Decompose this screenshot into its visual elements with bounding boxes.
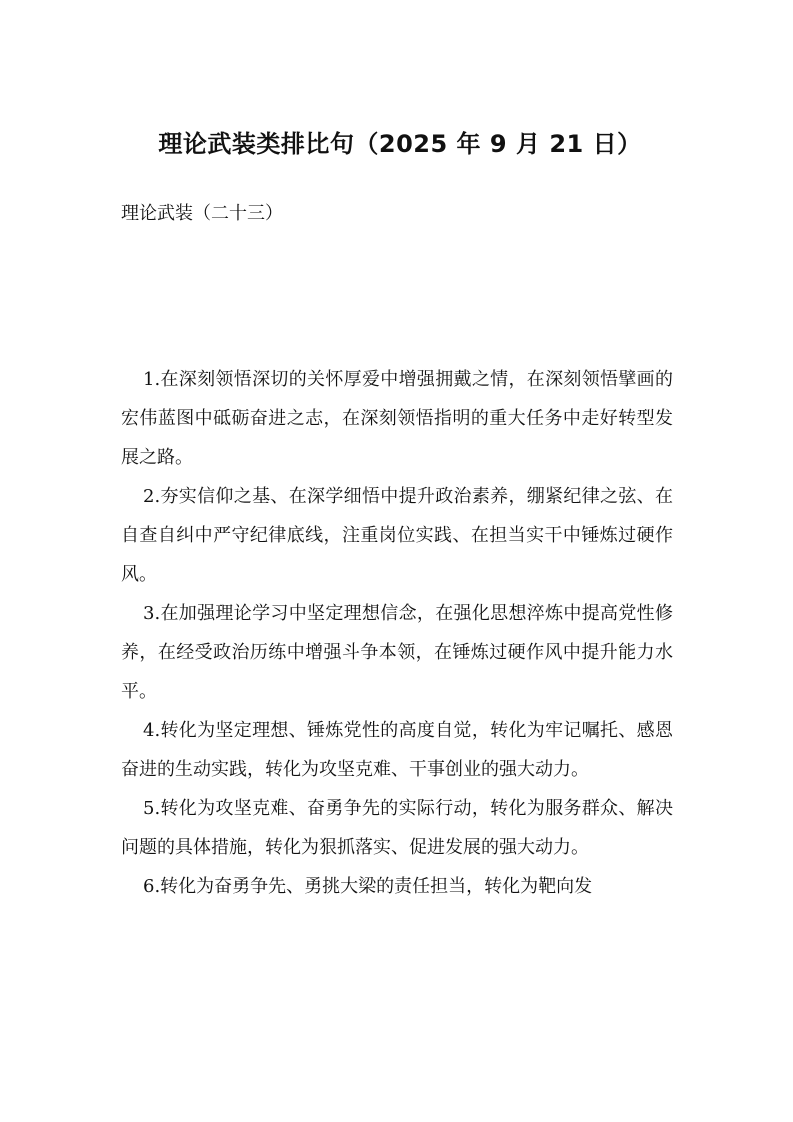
paragraph-3: 3.在加强理论学习中坚定理想信念，在强化思想淬炼中提高党性修养，在经受政治历练中增强斗争本领，在锤炼过硬作风中提升能力水平。 (121, 603, 673, 702)
document-subtitle: 理论武装（二十三） (121, 203, 283, 224)
document-body (121, 360, 673, 906)
paragraph-1: 1.在深刻领悟深切的关怀厚爱中增强拥戴之情，在深刻领悟擘画的宏伟蓝图中砥砺奋进之志，在深刻领悟指明的重大任务中走好转型发展之路。 (121, 369, 673, 468)
paragraph-2: 2.夯实信仰之基、在深学细悟中提升政治素养，绷紧纪律之弦、在自查自纠中严守纪律底线，注重岗位实践、在担当实干中锤炼过硬作风。 (121, 486, 673, 585)
document-title: 理论武装类排比句（2025 年 9 月 21 日） (158, 130, 642, 158)
paragraph-4: 4.转化为坚定理想、锤炼党性的高度自觉，转化为牢记嘱托、感恩奋进的生动实践，转化为攻坚克难、干事创业的强大动力。 (121, 720, 673, 780)
paragraph-5: 5.转化为攻坚克难、奋勇争先的实际行动，转化为服务群众、解决问题的具体措施，转化为狠抓落实、促进发展的强大动力。 (121, 798, 673, 858)
paragraph-6: 6.转化为奋勇争先、勇挑大梁的责任担当，转化为靶向发 (143, 876, 593, 897)
